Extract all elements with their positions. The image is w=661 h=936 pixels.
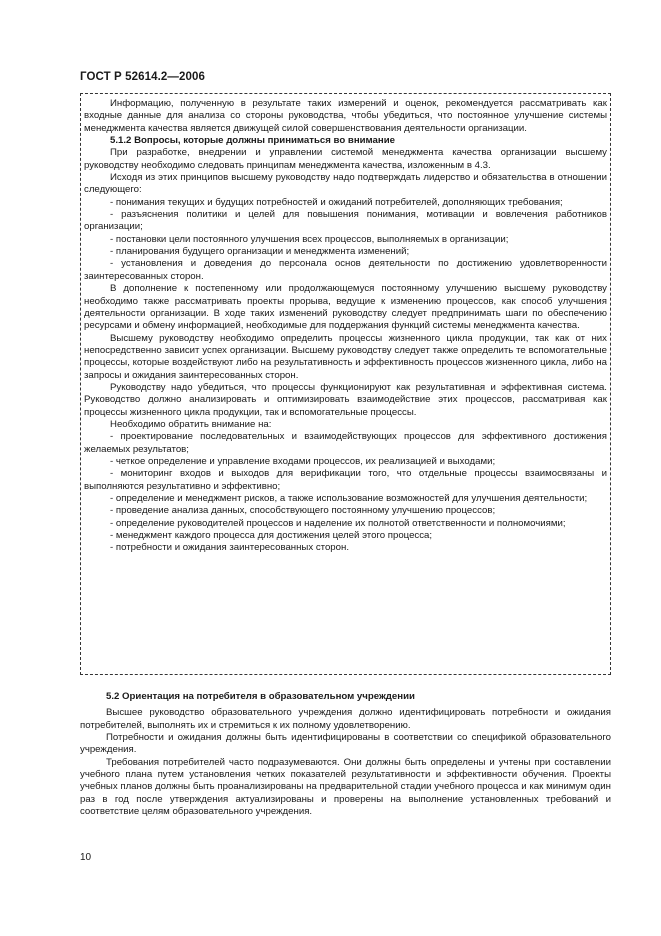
boxed-text-block xyxy=(80,93,611,675)
list-item: - потребности и ожидания заинтересованных сторон. xyxy=(110,542,349,554)
list-item: - четкое определение и управление входами процессов, их реализацией и выходами; xyxy=(110,455,496,467)
list-item: - определение и менеджмент рисков, а также использование возможностей для улучшения деятельности; xyxy=(110,493,588,504)
page-number: 10 xyxy=(80,852,92,863)
list-item: - проведение анализа данных, способствующего постоянному улучшению процессов; xyxy=(110,505,496,517)
list-item: - мониторинг входов и выходов для верификации того, что отдельные процессы взаимосвязаны и выполняются результативно и эффективно; xyxy=(84,468,607,492)
list-item: - понимания текущих и будущих потребностей и ожиданий потребителей, дополняющих требования; xyxy=(110,196,563,208)
paragraph: Руководству надо убедиться, что процессы функционируют как результативная и эффективная система. Руководство должно анализировать и оптимизировать взаимодействие этих процессов, рассматривая как процессы жизненного цикла продукции, так и вспомогательные процессы. xyxy=(84,381,607,418)
list-item: - планирования будущего организации и менеджмента изменений; xyxy=(110,246,410,258)
paragraph: Потребности и ожидания должны быть идентифицированы в соответствии со спецификой образовательного учреждения. xyxy=(80,732,611,756)
paragraph: Высшее руководство образовательного учреждения должно идентифицировать потребности и ожидания потребителей, выполнять их и стремиться к их полному удовлетворению. xyxy=(80,707,611,731)
paragraph: Необходимо обратить внимание на: xyxy=(110,418,272,430)
section-title: 5.2 Ориентация на потребителя в образовательном учреждении xyxy=(106,691,415,702)
list-item: - установления и доведения до персонала основ деятельности по достижению удовлетворенности заинтересованных сторон. xyxy=(84,258,607,282)
list-item: - постановки цели постоянного улучшения всех процессов, выполняемых в организации; xyxy=(110,233,509,245)
list-item: - проектирование последовательных и взаимодействующих процессов для эффективного достижения желаемых результатов; xyxy=(84,431,607,455)
paragraph: Исходя из этих принципов высшему руководству надо подтверждать лидерство и обязательства в отношении следующего: xyxy=(84,172,607,196)
list-item: - менеджмент каждого процесса для достижения целей этого процесса; xyxy=(110,530,433,542)
paragraph: При разработке, внедрении и управлении системой менеджмента качества организации высшему руководству необходимо следовать принципам менеджмента качества, изложенным в 4.3. xyxy=(84,147,607,171)
list-item: - определение руководителей процессов и наделение их полнотой ответственности и полномочиями; xyxy=(110,517,566,529)
document-header: ГОСТ Р 52614.2—2006 xyxy=(80,71,205,83)
paragraph: Требования потребителей часто подразумеваются. Они должны быть определены и учтены при составлении учебного плана путем установления четких показателей результативности и эффективности обучения. Проекты учебных планов должны быть проанализированы на предварительной стадии учебного процесса и как минимум один раз в год после утверждения актуализированы и проверены на выполнение установленных требований и соответствие целям образовательного учреждения. xyxy=(80,756,611,818)
intro-paragraph: Информацию, полученную в результате таких измерений и оценок, рекомендуется рассматривать как входные данные для анализа со стороны руководства, чтобы убедиться, что постоянное улучшение системы менеджмента качества является движущей силой совершенствования деятельности организации. xyxy=(84,98,607,134)
list-item: - разъяснения политики и целей для повышения понимания, мотивации и вовлечения работников организации; xyxy=(84,209,607,233)
section-5-2 xyxy=(80,691,611,818)
subsection-heading: 5.1.2 Вопросы, которые должны приниматься во внимание xyxy=(110,135,395,147)
paragraph: В дополнение к постепенному или продолжающемуся постоянному улучшению высшему руководству необходимо также рассматривать проекты прорыва, ведущие к изменению процессов, как способ улучшения деятельности организации. В ходе таких изменений руководству следует предпринимать шаги по обеспечению ресурсами и обмену информацией, необходимые для поддержания функций системы менеджмента качества. xyxy=(84,283,607,332)
paragraph: Высшему руководству необходимо определить процессы жизненного цикла продукции, так как от них непосредственно зависит успех организации. Высшему руководству следует также определить те вспомогательные процессы, которые воздействуют либо на результативность и эффективность процессов жизненного цикла, либо на запросы и ожидания заинтересованных сторон. xyxy=(84,332,607,381)
